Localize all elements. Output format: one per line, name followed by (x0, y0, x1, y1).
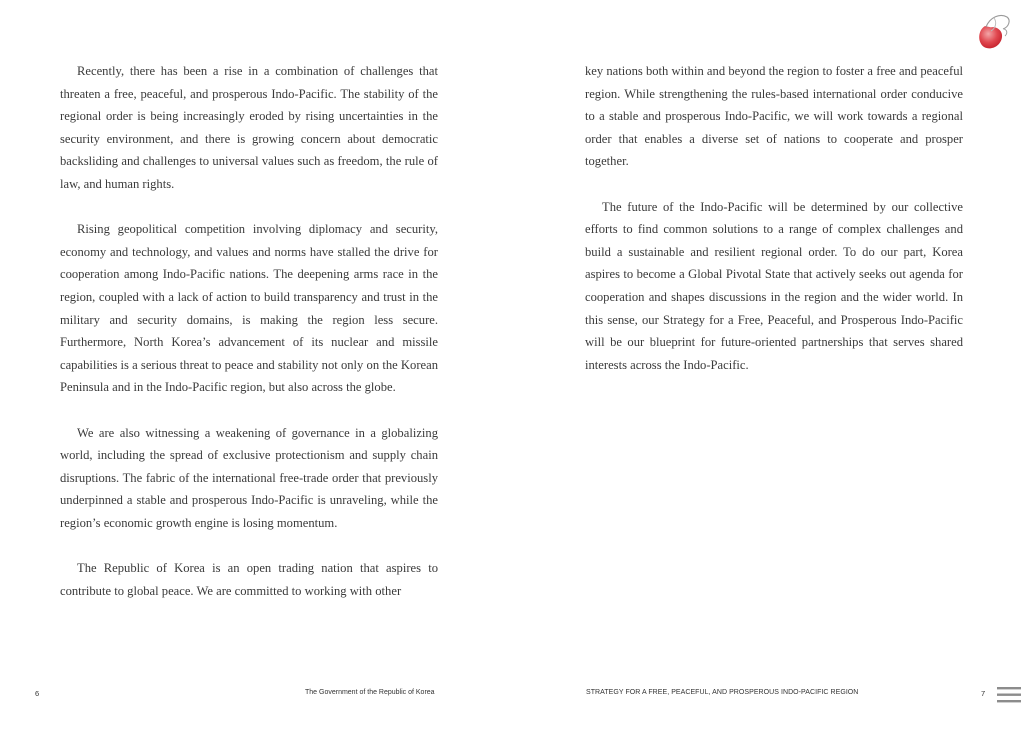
hamburger-menu-icon[interactable] (997, 686, 1021, 704)
left-paragraph-2: Rising geopolitical competition involving diplomacy and security, economy and technology, and values and norms have stalled the drive for cooperation among Indo-Pacific nations. The deepening arms race in the region, coupled with a lack of action to build transparency and trust in the military and security domains, is making the region less secure. Furthermore, North Korea’s advancement of its nuclear and missile capabilities is a serious threat to peace and stability not only on the Korean Peninsula and in the Indo-Pacific region, but also across the globe. (60, 222, 438, 395)
left-page-body (60, 60, 438, 625)
left-paragraph-3: We are also witnessing a weakening of governance in a globalizing world, including the spread of exclusive protectionism and supply chain disruptions. The fabric of the international free-trade order that previously underpinned a stable and prosperous Indo-Pacific is unraveling, while the region’s economic growth engine is losing momentum. (60, 425, 438, 530)
right-footer-text: STRATEGY FOR A FREE, PEACEFUL, AND PROSPEROUS INDO-PACIFIC REGION (586, 689, 859, 696)
right-page-body (585, 60, 963, 399)
right-paragraph-2: The future of the Indo-Pacific will be determined by our collective efforts to find common solutions to a range of complex challenges and build a sustainable and resilient regional order. To do our part, Korea aspires to become a Global Pivotal State that actively seeks out agenda for cooperation and shapes discussions in the region and the wider world. In this sense, our Strategy for a Free, Peaceful, and Prosperous Indo-Pacific will be our blueprint for future-oriented partnerships that serves shared interests across the Indo-Pacific. (585, 199, 963, 372)
left-page-number: 6 (35, 689, 40, 698)
right-page-number: 7 (981, 689, 986, 698)
left-paragraph-1: Recently, there has been a rise in a combination of challenges that threaten a free, peaceful, and prosperous Indo-Pacific. The stability of the regional order is being increasingly eroded by rising uncertainties in the security environment, and there is growing concern about democratic backsliding and challenges to universal values such as freedom, the rule of law, and human rights. (60, 64, 438, 191)
taegeuk-logo-icon (974, 12, 1012, 52)
right-paragraph-1: key nations both within and beyond the region to foster a free and peaceful region. While strengthening the rules-based international order conducive to a stable and prosperous Indo-Pacific, we will work towards a regional order that enables a diverse set of nations to cooperate and prosper together. (585, 64, 963, 169)
left-footer-text: The Government of the Republic of Korea (305, 689, 435, 696)
left-paragraph-4: The Republic of Korea is an open trading nation that aspires to contribute to global peace. We are committed to working with other (60, 561, 438, 598)
